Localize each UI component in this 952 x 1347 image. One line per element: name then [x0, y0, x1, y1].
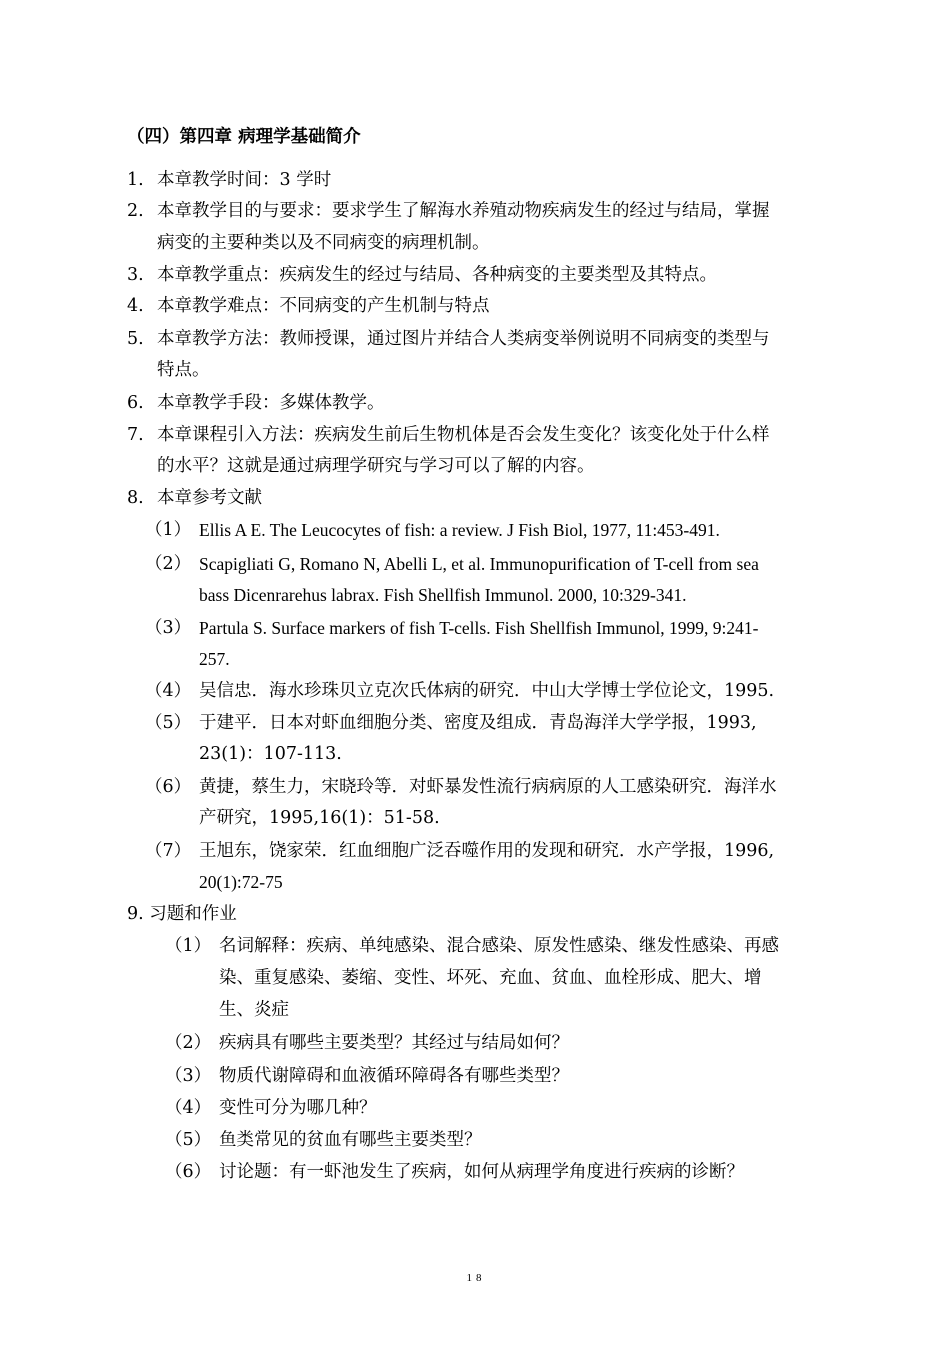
exercise-number: （6）	[165, 1162, 212, 1182]
reference-text: 20(1):72-75	[199, 872, 283, 892]
item-text: 本章教学难点：不同病变的产生机制与特点	[157, 296, 490, 316]
reference-text: 257.	[199, 649, 230, 669]
item-text: 的水平？这就是通过病理学研究与学习可以了解的内容。	[157, 456, 595, 476]
exercise-text: 讨论题：有一虾池发生了疾病，如何从病理学角度进行疾病的诊断？	[219, 1162, 744, 1182]
exercise-number: （5）	[165, 1130, 212, 1150]
item-text: 特点。	[157, 360, 210, 380]
reference-text: Partula S. Surface markers of fish T-cells. Fish Shellfish Immunol, 1999, 9:241-	[199, 618, 759, 638]
exercise-text: 疾病具有哪些主要类型？其经过与结局如何？	[219, 1033, 569, 1053]
reference-text: 产研究，1995,16(1)：51-58.	[199, 808, 440, 828]
reference-text: 黄捷，蔡生力，宋晓玲等．对虾暴发性流行病病原的人工感染研究．海洋水	[199, 777, 777, 797]
reference-number: （1）	[145, 520, 192, 540]
exercise-number: （4）	[165, 1098, 212, 1118]
exercise-number: （3）	[165, 1066, 212, 1086]
reference-number: （7）	[145, 841, 192, 861]
reference-text: 23(1)：107-113.	[199, 744, 342, 764]
reference-number: （3）	[145, 618, 192, 638]
item-text: 本章教学重点：疾病发生的经过与结局、各种病变的主要类型及其特点。	[157, 265, 717, 285]
reference-number: （6）	[145, 777, 192, 797]
item-number: 5.	[127, 329, 144, 349]
item-text: 本章参考文献	[157, 488, 262, 508]
reference-number: （5）	[145, 713, 192, 733]
reference-text: 于建平．日本对虾血细胞分类、密度及组成．青岛海洋大学学报，1993,	[199, 713, 757, 733]
item-text: 病变的主要种类以及不同病变的病理机制。	[157, 233, 490, 253]
item-text: 本章课程引入方法：疾病发生前后生物机体是否会发生变化？该变化处于什么样	[157, 425, 770, 445]
item-text: 本章教学方法：教师授课，通过图片并结合人类病变举例说明不同病变的类型与	[157, 329, 770, 349]
reference-number: （2）	[145, 554, 192, 574]
item-number: 6.	[127, 393, 144, 413]
exercise-text: 鱼类常见的贫血有哪些主要类型？	[219, 1130, 482, 1150]
exercise-text: 物质代谢障碍和血液循环障碍各有哪些类型？	[219, 1066, 569, 1086]
item-number: 2.	[127, 201, 144, 221]
item-number: 7.	[127, 425, 144, 445]
exercise-number: （2）	[165, 1033, 212, 1053]
chapter-title: （四）第四章 病理学基础简介	[127, 127, 361, 147]
item-text: 本章教学目的与要求：要求学生了解海水养殖动物疾病发生的经过与结局，掌握	[157, 201, 770, 221]
item-number: 8.	[127, 488, 144, 508]
reference-number: （4）	[145, 681, 192, 701]
item-number: 4.	[127, 296, 144, 316]
reference-text: 吴信忠．海水珍珠贝立克次氏体病的研究．中山大学博士学位论文，1995.	[199, 681, 775, 701]
item-text: 本章教学手段：多媒体教学。	[157, 393, 385, 413]
item-number: 3.	[127, 265, 144, 285]
exercise-text: 变性可分为哪几种？	[219, 1098, 377, 1118]
item-text: 本章教学时间：3 学时	[157, 170, 332, 190]
reference-text: 王旭东，饶家荣．红血细胞广泛吞噬作用的发现和研究．水产学报，1996,	[199, 841, 775, 861]
exercise-text: 生、炎症	[219, 1000, 289, 1020]
reference-text: Ellis A E. The Leucocytes of fish: a review. J Fish Biol, 1977, 11:453-491.	[199, 520, 720, 540]
exercise-text: 名词解释：疾病、单纯感染、混合感染、原发性感染、继发性感染、再感	[219, 936, 779, 956]
exercise-number: （1）	[165, 936, 212, 956]
exercises-heading: 9. 习题和作业	[127, 904, 237, 924]
page-number: 18	[466, 1272, 486, 1284]
reference-text: Scapigliati G, Romano N, Abelli L, et al. Immunopurification of T-cell from sea	[199, 554, 759, 574]
exercise-text: 染、重复感染、萎缩、变性、坏死、充血、贫血、血栓形成、肥大、增	[219, 968, 762, 988]
item-number: 1.	[127, 170, 144, 190]
reference-text: bass Dicenrarehus labrax. Fish Shellfish Immunol. 2000, 10:329-341.	[199, 585, 687, 605]
